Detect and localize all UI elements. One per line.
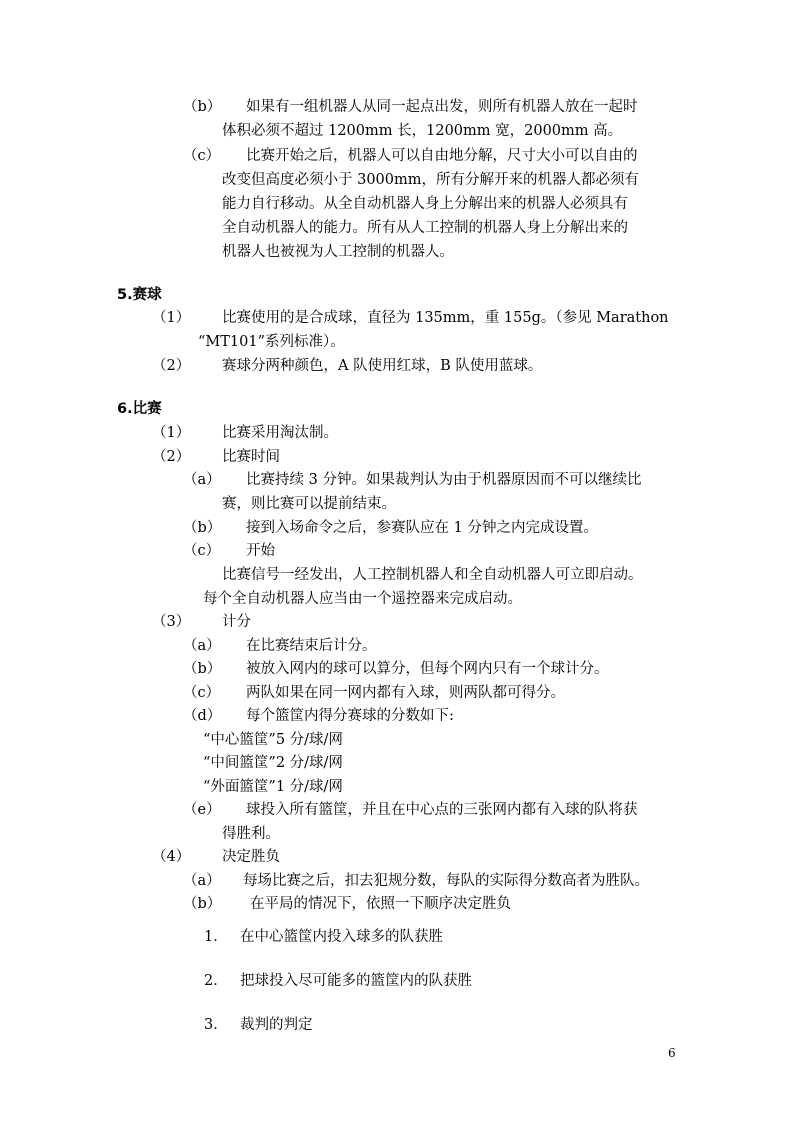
paragraph-line: 球投入所有篮筐，并且在中心点的三张网内都有入球的队将获	[246, 802, 638, 818]
page-number: 6	[668, 1046, 676, 1060]
score-line: “中心篮筐”5 分/球/网	[203, 732, 343, 748]
rule-text: 把球投入尽可能多的篮筐内的队获胜	[240, 973, 472, 989]
item-label: （a）	[183, 873, 221, 889]
paragraph-line: 每个篮筐内得分赛球的分数如下:	[246, 708, 454, 724]
item-label: （3）	[152, 614, 191, 630]
item-label: （a）	[183, 472, 221, 488]
item-label: （c）	[183, 148, 221, 164]
paragraph-line: “MT101”系列标准）。	[198, 334, 345, 350]
item-label: （b）	[183, 520, 222, 536]
item-label: （b）	[183, 896, 222, 912]
item-label: （2）	[152, 449, 191, 465]
paragraph-line: 决定胜负	[222, 849, 280, 865]
paragraph-line: 在平局的情况下，依照一下顺序决定胜负	[250, 896, 511, 912]
paragraph-line: 比赛信号一经发出，人工控制机器人和全自动机器人可立即启动。	[222, 567, 643, 583]
paragraph-line: 比赛持续 3 分钟。如果裁判认为由于机器原因而不可以继续比	[246, 472, 642, 488]
paragraph-line: 开始	[246, 543, 275, 559]
paragraph-line: 机器人也被视为人工控制的机器人。	[222, 244, 454, 260]
rule-text: 裁判的判定	[240, 1017, 313, 1033]
paragraph-line: 被放入网内的球可以算分，但每个网内只有一个球计分。	[246, 661, 609, 677]
item-label: （c）	[183, 543, 221, 559]
item-label: （b）	[183, 99, 222, 115]
rule-number: 2．	[204, 973, 228, 989]
item-label: （4）	[152, 849, 191, 865]
paragraph-line: 得胜利。	[222, 826, 280, 842]
paragraph-line: 能力自行移动。从全自动机器人身上分解出来的机器人必须具有	[222, 196, 628, 212]
item-label: （e）	[183, 802, 221, 818]
item-label: （1）	[152, 425, 191, 441]
paragraph-line: 体积必须不超过 1200mm 长，1200mm 宽，2000mm 高。	[222, 123, 623, 139]
score-line: “外面篮筐”1 分/球/网	[203, 779, 343, 795]
section-heading: 6.比赛	[117, 401, 162, 417]
paragraph-line: 比赛时间	[222, 449, 280, 465]
paragraph-line: 比赛开始之后，机器人可以自由地分解，尺寸大小可以自由的	[246, 148, 638, 164]
rule-number: 3．	[204, 1017, 228, 1033]
item-label: （c）	[183, 685, 221, 701]
paragraph-line: 改变但高度必须小于 3000mm，所有分解开来的机器人都必须有	[222, 172, 640, 188]
paragraph-line: 如果有一组机器人从同一起点出发，则所有机器人放在一起时	[246, 99, 638, 115]
paragraph-line: 在比赛结束后计分。	[246, 638, 377, 654]
item-label: （b）	[183, 661, 222, 677]
paragraph-line: 每场比赛之后，扣去犯规分数，每队的实际得分数高者为胜队。	[243, 873, 649, 889]
paragraph-line: 比赛采用淘汰制。	[222, 425, 338, 441]
paragraph-line: 接到入场命令之后，参赛队应在 1 分钟之内完成设置。	[246, 520, 598, 536]
section-heading: 5.赛球	[117, 287, 162, 303]
paragraph-line: 赛球分两种颜色，A 队使用红球，B 队使用蓝球。	[222, 358, 543, 374]
item-label: （a）	[183, 638, 221, 654]
paragraph-line: 全自动机器人的能力。所有从人工控制的机器人身上分解出来的	[222, 220, 628, 236]
item-label: （2）	[152, 358, 191, 374]
paragraph-line: 赛，则比赛可以提前结束。	[222, 496, 396, 512]
item-label: （1）	[152, 310, 191, 326]
item-label: （d）	[183, 708, 222, 724]
paragraph-line: 比赛使用的是合成球，直径为 135mm，重 155g。（参见 Marathon	[222, 310, 669, 326]
score-line: “中间篮筐”2 分/球/网	[203, 755, 343, 771]
paragraph-line: 计分	[222, 614, 251, 630]
rule-text: 在中心篮筐内投入球多的队获胜	[240, 929, 443, 945]
paragraph-line: 两队如果在同一网内都有入球，则两队都可得分。	[246, 685, 565, 701]
rule-number: 1．	[204, 929, 228, 945]
paragraph-line: 每个全自动机器人应当由一个遥控器来完成启动。	[203, 591, 522, 607]
